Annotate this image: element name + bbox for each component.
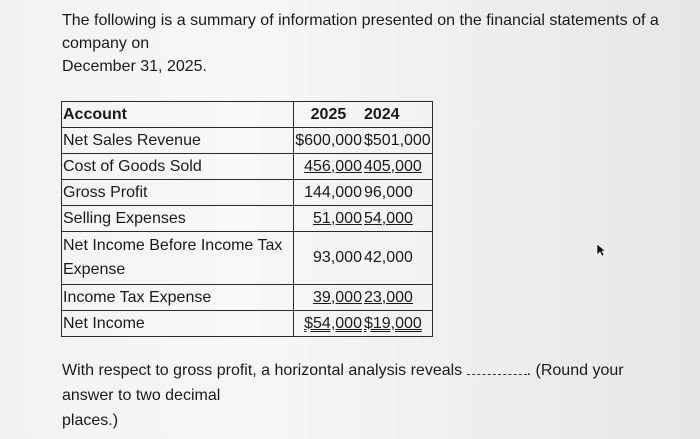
answer-blank[interactable] bbox=[467, 360, 527, 375]
row-value-2024: 42,000 bbox=[363, 232, 433, 285]
question-prefix: With respect to gross profit, a horizontal analysis reveals bbox=[62, 362, 463, 379]
header-2024: 2024 bbox=[363, 102, 433, 128]
row-account: Income Tax Expense bbox=[62, 285, 294, 311]
row-value-2025: $600,000 bbox=[293, 128, 363, 154]
table-row bbox=[62, 154, 433, 180]
table-row bbox=[62, 285, 433, 311]
row-value-2024: $19,000 bbox=[363, 311, 433, 337]
row-value-2024: $501,000 bbox=[363, 128, 433, 154]
intro-line-1: The following is a summary of information presented on the financial statements of a bbox=[62, 12, 659, 29]
table-row bbox=[62, 232, 433, 285]
question-line-2: answer to two decimal bbox=[62, 387, 221, 404]
problem-intro bbox=[62, 9, 692, 78]
row-value-2025: 456,000 bbox=[293, 154, 363, 180]
header-2025: 2025 bbox=[293, 102, 363, 128]
question-text bbox=[62, 358, 662, 433]
intro-line-2: company on bbox=[62, 35, 150, 52]
header-account: Account bbox=[62, 102, 294, 128]
row-value-2025: 93,000 bbox=[293, 232, 363, 285]
row-value-2024: 23,000 bbox=[363, 285, 433, 311]
row-account: Gross Profit bbox=[62, 180, 294, 206]
row-value-2025: 51,000 bbox=[293, 206, 363, 232]
financial-summary-table bbox=[61, 101, 433, 337]
row-value-2024: 54,000 bbox=[363, 206, 433, 232]
table-row bbox=[62, 128, 433, 154]
table-header-row bbox=[62, 102, 433, 128]
row-value-2024: 96,000 bbox=[363, 180, 433, 206]
row-value-2025: 144,000 bbox=[293, 180, 363, 206]
table-row bbox=[62, 206, 433, 232]
question-suffix: . (Round your bbox=[526, 362, 624, 379]
question-line-3: places.) bbox=[62, 412, 119, 429]
row-account: Net Income bbox=[62, 311, 294, 337]
row-value-2025: $54,000 bbox=[293, 311, 363, 337]
row-account: Net Sales Revenue bbox=[62, 128, 294, 154]
row-value-2025: 39,000 bbox=[293, 285, 363, 311]
intro-line-3: December 31, 2025. bbox=[62, 58, 207, 75]
table-row bbox=[62, 311, 433, 337]
question-line-1 bbox=[62, 358, 662, 383]
mouse-pointer-icon bbox=[596, 243, 606, 257]
row-account: Selling Expenses bbox=[62, 206, 294, 232]
table-row bbox=[62, 180, 433, 206]
row-value-2024: 405,000 bbox=[363, 154, 433, 180]
row-account: Cost of Goods Sold bbox=[62, 154, 294, 180]
row-account: Net Income Before Income Tax Expense bbox=[62, 232, 294, 285]
